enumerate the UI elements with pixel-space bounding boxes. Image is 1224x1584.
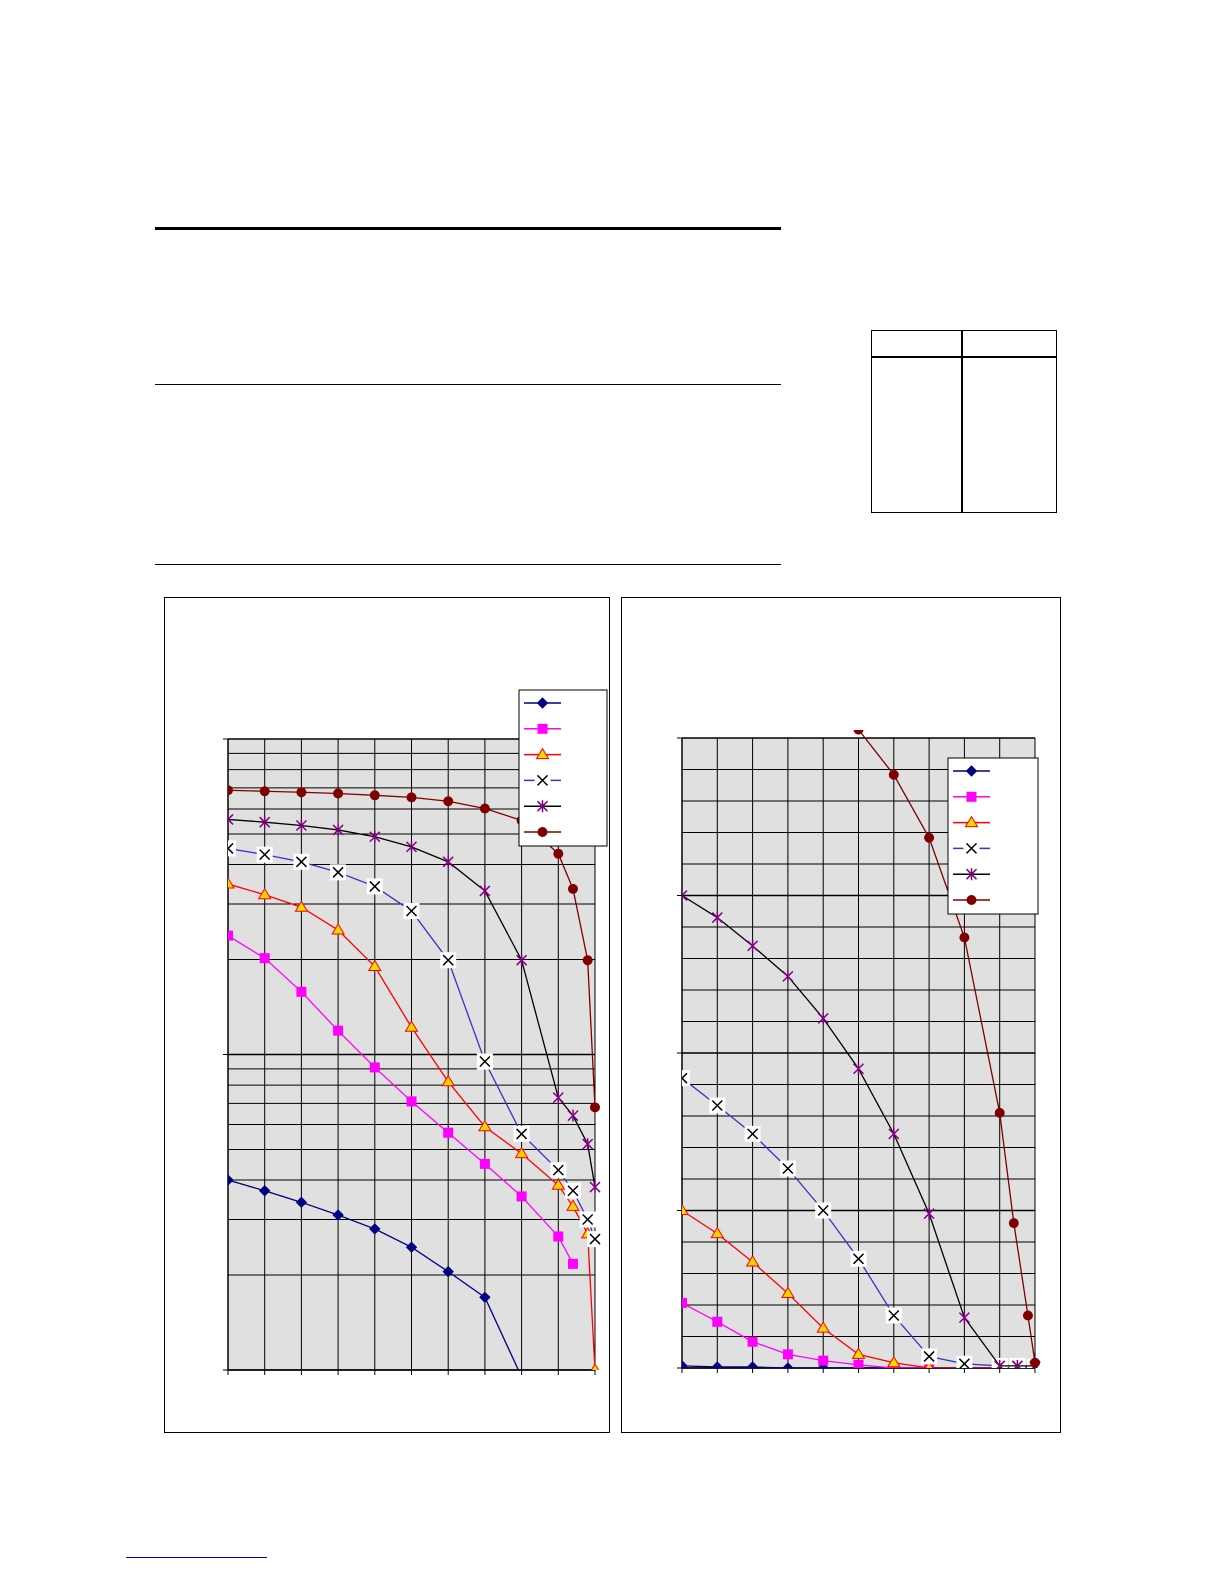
series-6-point (748, 646, 758, 656)
series-2-point (296, 987, 306, 997)
series-6-point (854, 725, 864, 735)
series-2-point (568, 1259, 578, 1269)
series-6-point (959, 933, 969, 943)
chart-log-scale (164, 597, 610, 1433)
series-6-point (568, 884, 578, 894)
series-2-point (783, 1349, 793, 1359)
footnote-link-underline[interactable] (126, 1557, 267, 1558)
series-6-point (407, 792, 417, 802)
series-6-point (1030, 1358, 1040, 1368)
chart-linear-svg (622, 598, 1062, 1434)
legend (519, 690, 607, 846)
series-2-point (260, 953, 270, 963)
series-2-point (370, 1062, 380, 1072)
series-2-point (517, 1191, 527, 1201)
series-6-point (783, 665, 793, 675)
series-6-point (223, 785, 233, 795)
header-rule-middle (155, 384, 781, 385)
series-6-point (712, 630, 722, 640)
series-2-point (677, 1298, 687, 1308)
series-2-point (333, 1026, 343, 1036)
legend-entry-2-marker (967, 792, 977, 802)
legend (948, 758, 1038, 914)
series-6-point (818, 691, 828, 701)
legend-box (948, 758, 1038, 914)
spec-table (871, 330, 1057, 513)
series-6-point (583, 955, 593, 965)
series-2-point (480, 1159, 490, 1169)
chart-log-svg (165, 598, 611, 1434)
series-6-point (333, 788, 343, 798)
series-6-point (296, 787, 306, 797)
series-2-point (443, 1128, 453, 1138)
series-6-point (1009, 1218, 1019, 1228)
legend-box (519, 690, 607, 846)
series-2-point (818, 1356, 828, 1366)
spec-table-column-divider (961, 331, 963, 512)
series-6-point (480, 804, 490, 814)
series-6-point (590, 1102, 600, 1112)
spec-table-header-divider (872, 356, 1056, 358)
series-2-point (553, 1231, 563, 1241)
series-2-point (407, 1096, 417, 1106)
series-2-point (223, 931, 233, 941)
series-2-point (712, 1317, 722, 1327)
legend-entry-6-marker (538, 827, 548, 837)
series-6-point (924, 833, 934, 843)
legend-entry-6-marker (967, 895, 977, 905)
series-6-point (443, 796, 453, 806)
series-6-point (995, 1108, 1005, 1118)
series-6-point (1023, 1311, 1033, 1321)
legend-entry-2-marker (538, 724, 548, 734)
series-6-point (889, 770, 899, 780)
chart-linear-scale (621, 597, 1061, 1433)
series-2-point (748, 1337, 758, 1347)
series-6-point (553, 849, 563, 859)
series-6-point (370, 790, 380, 800)
header-rule-thick (155, 227, 781, 230)
series-6-point (677, 618, 687, 628)
series-6-point (260, 786, 270, 796)
header-rule-bottom (155, 564, 781, 565)
